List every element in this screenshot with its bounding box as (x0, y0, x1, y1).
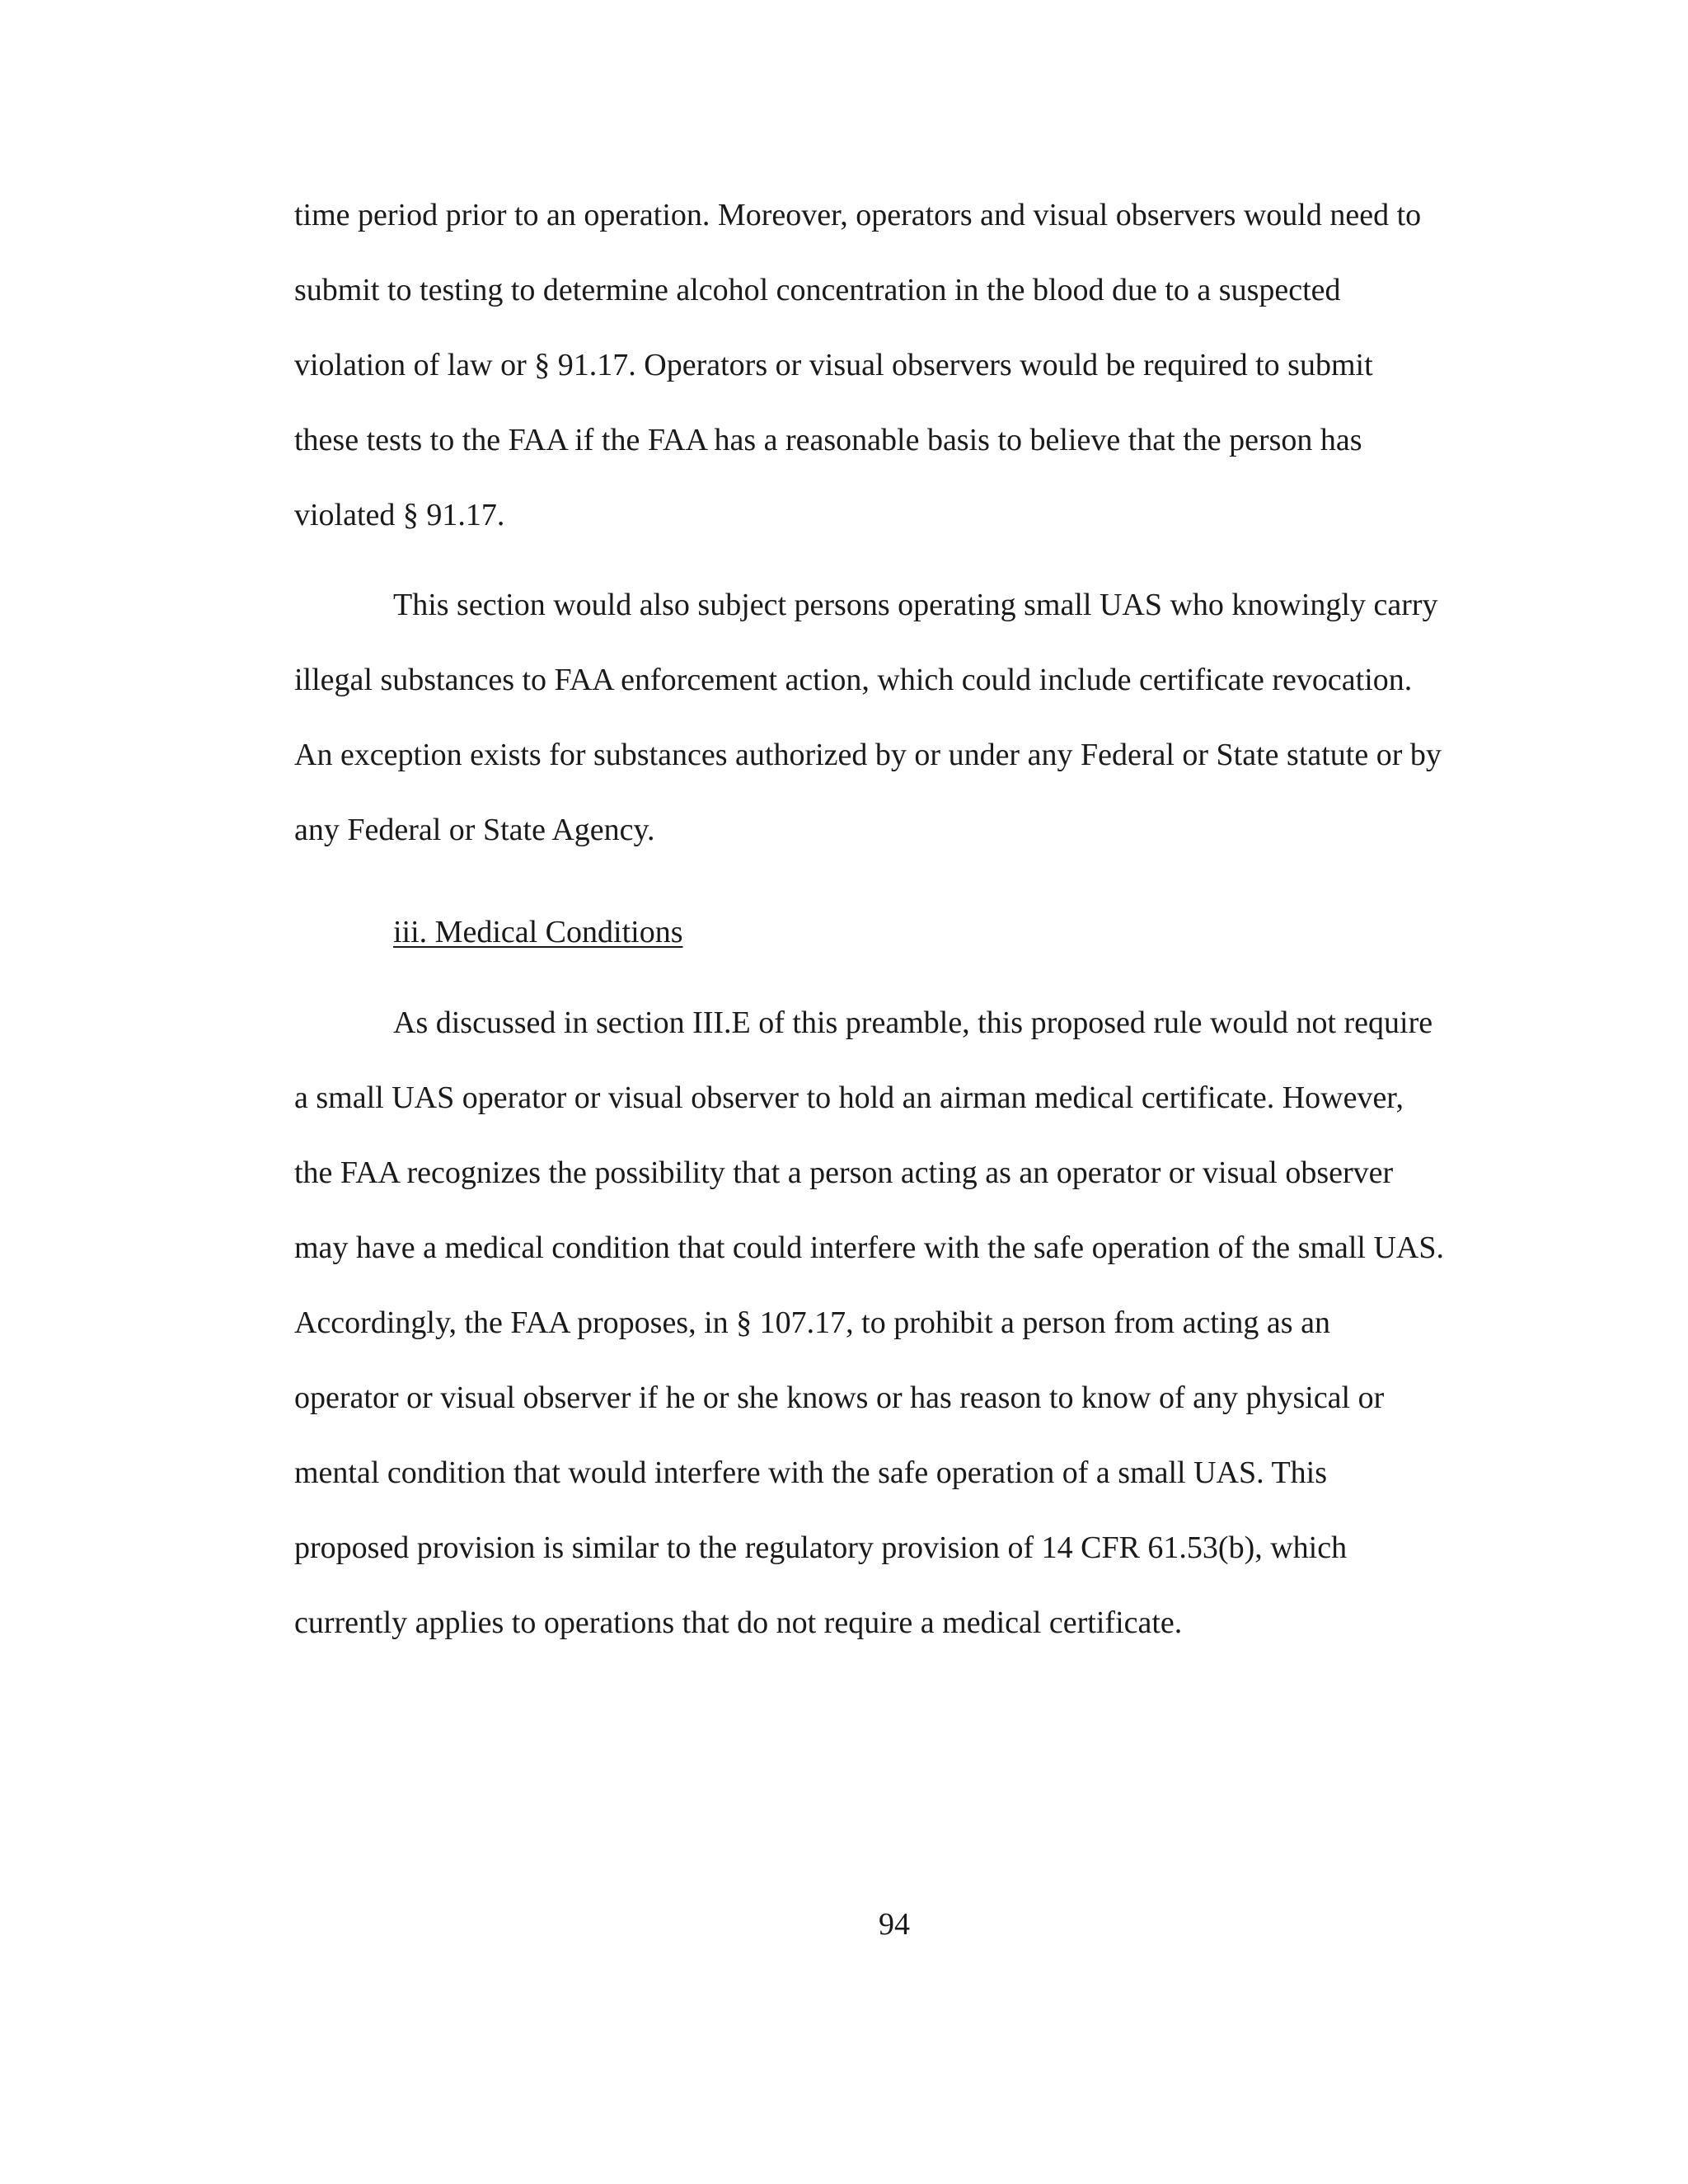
paragraph-3-line-9: currently applies to operations that do not require a medical certificate. (294, 1605, 1183, 1640)
paragraph-2-line-4: any Federal or State Agency. (294, 813, 655, 847)
page-number: 94 (879, 1907, 910, 1942)
paragraph-1-line-4: these tests to the FAA if the FAA has a reasonable basis to believe that the person has (294, 423, 1362, 457)
paragraph-1-line-1: time period prior to an operation. Moreover, operators and visual observers would need to (294, 198, 1422, 232)
paragraph-3-line-6: operator or visual observer if he or she knows or has reason to know of any physical or (294, 1380, 1385, 1415)
paragraph-2-line-3: An exception exists for substances authorized by or under any Federal or State statute or by (294, 738, 1442, 772)
paragraph-3-line-2: a small UAS operator or visual observer to hold an airman medical certificate. However, (294, 1080, 1404, 1115)
section-heading: iii. Medical Conditions (393, 915, 683, 949)
paragraph-3-line-7: mental condition that would interfere with the safe operation of a small UAS. This (294, 1455, 1327, 1490)
paragraph-3-line-4: may have a medical condition that could interfere with the safe operation of the small UAS. (294, 1230, 1444, 1265)
paragraph-3-line-8: proposed provision is similar to the regulatory provision of 14 CFR 61.53(b), which (294, 1530, 1348, 1565)
paragraph-1-line-5: violated § 91.17. (294, 498, 505, 532)
paragraph-3-line-3: the FAA recognizes the possibility that a person acting as an operator or visual observer (294, 1155, 1394, 1190)
paragraph-1-line-2: submit to testing to determine alcohol concentration in the blood due to a suspected (294, 273, 1341, 307)
paragraph-1-line-3: violation of law or § 91.17. Operators or visual observers would be required to submit (294, 348, 1373, 382)
paragraph-2-line-2: illegal substances to FAA enforcement action, which could include certificate revocation. (294, 663, 1413, 697)
paragraph-3-line-1: As discussed in section III.E of this preamble, this proposed rule would not require (393, 1005, 1433, 1040)
paragraph-2-line-1: This section would also subject persons operating small UAS who knowingly carry (393, 588, 1438, 622)
paragraph-3-line-5: Accordingly, the FAA proposes, in § 107.17, to prohibit a person from acting as an (294, 1305, 1330, 1340)
